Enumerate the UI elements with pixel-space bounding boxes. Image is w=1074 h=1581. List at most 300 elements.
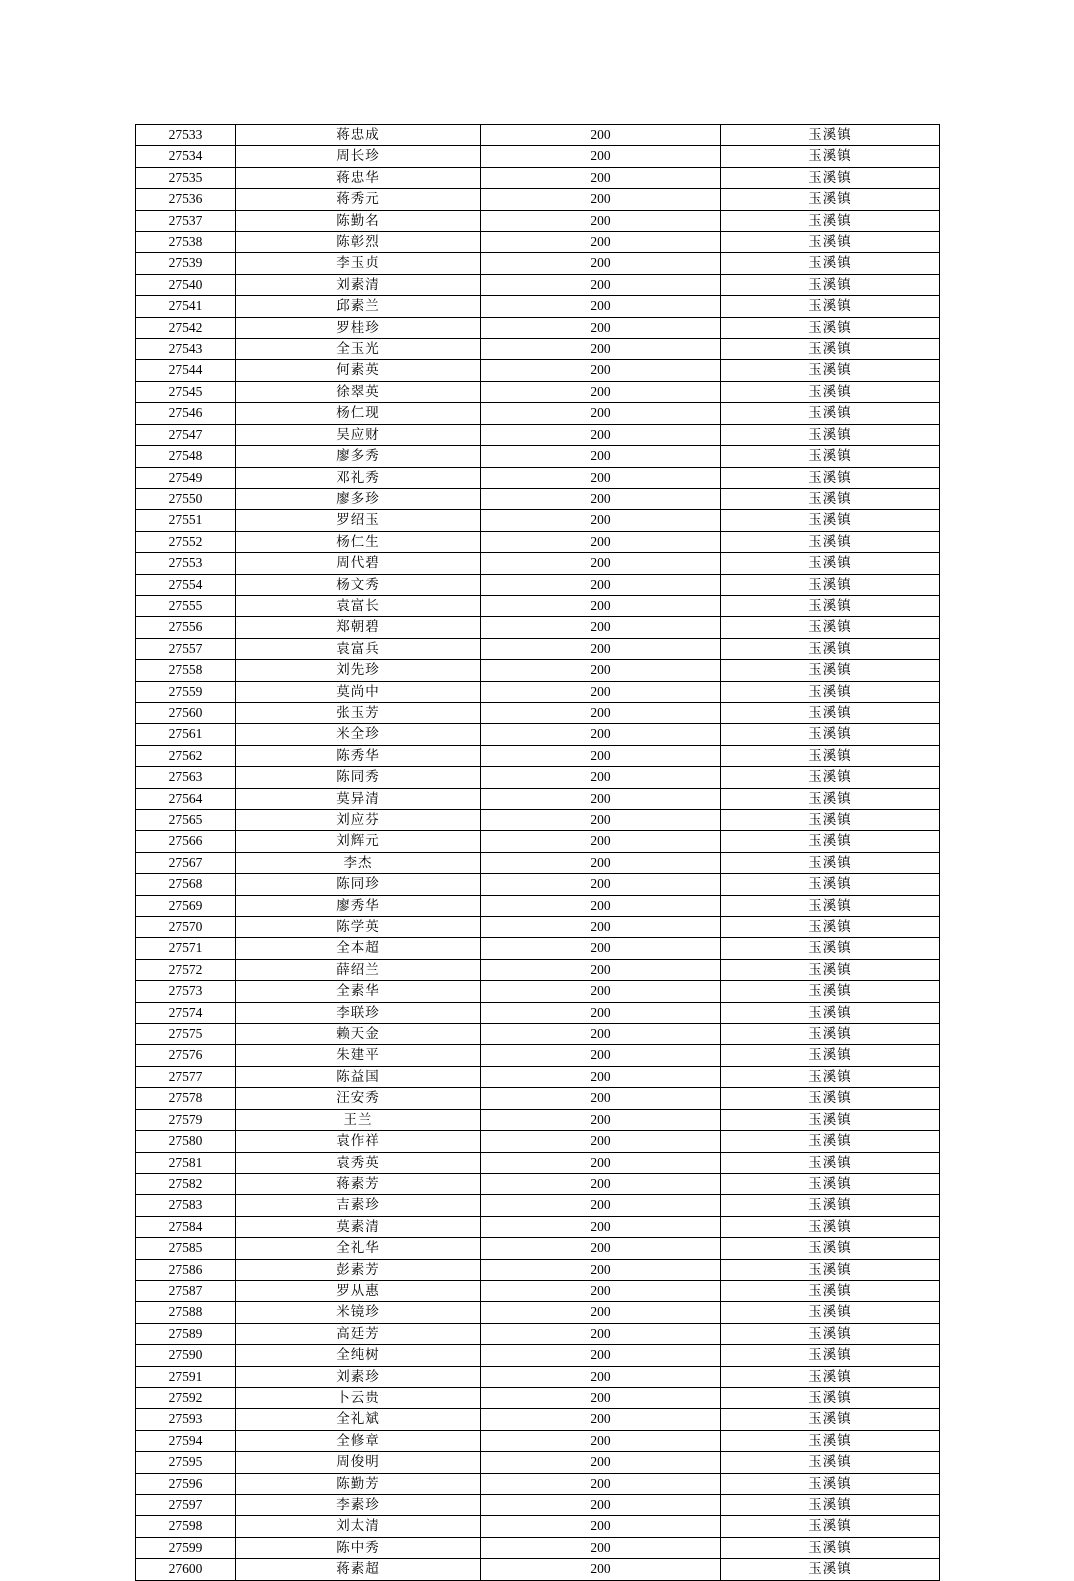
row-name-cell: 陈同珍 (236, 874, 481, 895)
row-name-cell: 杨仁现 (236, 403, 481, 424)
row-id-cell: 27557 (136, 638, 236, 659)
table-row (136, 1024, 940, 1045)
row-id-cell: 27547 (136, 424, 236, 445)
row-town-cell: 玉溪镇 (721, 146, 940, 167)
row-amount-cell: 200 (481, 1259, 721, 1280)
row-id-cell: 27565 (136, 810, 236, 831)
row-town-cell: 玉溪镇 (721, 125, 940, 146)
row-amount-cell: 200 (481, 1280, 721, 1301)
row-town-cell: 玉溪镇 (721, 1238, 940, 1259)
table-row (136, 1430, 940, 1451)
row-town-cell: 玉溪镇 (721, 446, 940, 467)
row-name-cell: 罗从惠 (236, 1280, 481, 1301)
row-name-cell: 郑朝碧 (236, 617, 481, 638)
row-id-cell: 27535 (136, 167, 236, 188)
row-id-cell: 27566 (136, 831, 236, 852)
row-town-cell: 玉溪镇 (721, 274, 940, 295)
row-town-cell: 玉溪镇 (721, 317, 940, 338)
table-row (136, 467, 940, 488)
table-row (136, 788, 940, 809)
row-town-cell: 玉溪镇 (721, 1430, 940, 1451)
row-id-cell: 27564 (136, 788, 236, 809)
table-row (136, 1259, 940, 1280)
row-amount-cell: 200 (481, 146, 721, 167)
row-id-cell: 27538 (136, 232, 236, 253)
row-name-cell: 全修章 (236, 1430, 481, 1451)
row-name-cell: 全纯树 (236, 1345, 481, 1366)
row-id-cell: 27588 (136, 1302, 236, 1323)
row-name-cell: 王兰 (236, 1109, 481, 1130)
row-name-cell: 罗绍玉 (236, 510, 481, 531)
row-name-cell: 张玉芳 (236, 702, 481, 723)
row-id-cell: 27543 (136, 339, 236, 360)
row-amount-cell: 200 (481, 1323, 721, 1344)
row-id-cell: 27534 (136, 146, 236, 167)
row-name-cell: 李玉贞 (236, 253, 481, 274)
row-town-cell: 玉溪镇 (721, 488, 940, 509)
row-amount-cell: 200 (481, 253, 721, 274)
roster-table (135, 124, 940, 1581)
row-name-cell: 杨文秀 (236, 574, 481, 595)
row-name-cell: 李联珍 (236, 1002, 481, 1023)
row-town-cell: 玉溪镇 (721, 167, 940, 188)
row-id-cell: 27596 (136, 1473, 236, 1494)
row-amount-cell: 200 (481, 745, 721, 766)
table-row (136, 1345, 940, 1366)
table-row (136, 1152, 940, 1173)
row-town-cell: 玉溪镇 (721, 1152, 940, 1173)
table-row (136, 1302, 940, 1323)
row-town-cell: 玉溪镇 (721, 617, 940, 638)
row-town-cell: 玉溪镇 (721, 917, 940, 938)
row-amount-cell: 200 (481, 488, 721, 509)
row-id-cell: 27569 (136, 895, 236, 916)
row-town-cell: 玉溪镇 (721, 767, 940, 788)
row-name-cell: 高廷芳 (236, 1323, 481, 1344)
table-row (136, 724, 940, 745)
table-row (136, 1195, 940, 1216)
row-name-cell: 刘应芬 (236, 810, 481, 831)
row-town-cell: 玉溪镇 (721, 1495, 940, 1516)
table-row (136, 895, 940, 916)
row-amount-cell: 200 (481, 1559, 721, 1580)
row-name-cell: 徐翠英 (236, 381, 481, 402)
table-row (136, 831, 940, 852)
row-name-cell: 全本超 (236, 938, 481, 959)
row-town-cell: 玉溪镇 (721, 1002, 940, 1023)
row-id-cell: 27576 (136, 1045, 236, 1066)
row-name-cell: 全玉光 (236, 339, 481, 360)
row-id-cell: 27582 (136, 1173, 236, 1194)
row-name-cell: 何素英 (236, 360, 481, 381)
table-row (136, 1409, 940, 1430)
row-amount-cell: 200 (481, 1173, 721, 1194)
table-row (136, 1366, 940, 1387)
table-row (136, 531, 940, 552)
row-town-cell: 玉溪镇 (721, 232, 940, 253)
row-name-cell: 刘素清 (236, 274, 481, 295)
row-amount-cell: 200 (481, 1131, 721, 1152)
row-amount-cell: 200 (481, 553, 721, 574)
row-amount-cell: 200 (481, 617, 721, 638)
row-amount-cell: 200 (481, 232, 721, 253)
row-name-cell: 李素珍 (236, 1495, 481, 1516)
row-town-cell: 玉溪镇 (721, 595, 940, 616)
row-id-cell: 27574 (136, 1002, 236, 1023)
table-row (136, 1516, 940, 1537)
table-row (136, 189, 940, 210)
row-amount-cell: 200 (481, 403, 721, 424)
row-name-cell: 蒋秀元 (236, 189, 481, 210)
table-row (136, 938, 940, 959)
row-id-cell: 27585 (136, 1238, 236, 1259)
row-name-cell: 莫异清 (236, 788, 481, 809)
row-name-cell: 陈彰烈 (236, 232, 481, 253)
row-name-cell: 刘辉元 (236, 831, 481, 852)
row-id-cell: 27595 (136, 1452, 236, 1473)
table-row (136, 1280, 940, 1301)
row-id-cell: 27548 (136, 446, 236, 467)
row-id-cell: 27544 (136, 360, 236, 381)
row-name-cell: 廖多珍 (236, 488, 481, 509)
row-town-cell: 玉溪镇 (721, 1259, 940, 1280)
table-row (136, 852, 940, 873)
row-id-cell: 27597 (136, 1495, 236, 1516)
row-name-cell: 陈益国 (236, 1066, 481, 1087)
row-town-cell: 玉溪镇 (721, 831, 940, 852)
row-id-cell: 27578 (136, 1088, 236, 1109)
row-name-cell: 周长珍 (236, 146, 481, 167)
row-town-cell: 玉溪镇 (721, 1537, 940, 1558)
table-row (136, 339, 940, 360)
table-row (136, 1238, 940, 1259)
row-id-cell: 27587 (136, 1280, 236, 1301)
table-row (136, 446, 940, 467)
table-row (136, 317, 940, 338)
row-town-cell: 玉溪镇 (721, 189, 940, 210)
row-name-cell: 杨仁生 (236, 531, 481, 552)
row-town-cell: 玉溪镇 (721, 1302, 940, 1323)
row-id-cell: 27573 (136, 981, 236, 1002)
row-id-cell: 27598 (136, 1516, 236, 1537)
row-town-cell: 玉溪镇 (721, 1024, 940, 1045)
table-row (136, 210, 940, 231)
row-id-cell: 27575 (136, 1024, 236, 1045)
row-name-cell: 周代碧 (236, 553, 481, 574)
row-id-cell: 27556 (136, 617, 236, 638)
row-name-cell: 廖多秀 (236, 446, 481, 467)
row-amount-cell: 200 (481, 467, 721, 488)
row-id-cell: 27562 (136, 745, 236, 766)
row-amount-cell: 200 (481, 874, 721, 895)
row-id-cell: 27594 (136, 1430, 236, 1451)
table-row (136, 1216, 940, 1237)
table-row (136, 1473, 940, 1494)
row-name-cell: 卜云贵 (236, 1387, 481, 1408)
row-name-cell: 朱建平 (236, 1045, 481, 1066)
row-amount-cell: 200 (481, 1473, 721, 1494)
row-name-cell: 罗桂珍 (236, 317, 481, 338)
table-row (136, 232, 940, 253)
row-town-cell: 玉溪镇 (721, 424, 940, 445)
row-town-cell: 玉溪镇 (721, 1366, 940, 1387)
row-name-cell: 袁秀英 (236, 1152, 481, 1173)
row-town-cell: 玉溪镇 (721, 1409, 940, 1430)
row-town-cell: 玉溪镇 (721, 403, 940, 424)
row-id-cell: 27571 (136, 938, 236, 959)
row-amount-cell: 200 (481, 510, 721, 531)
row-town-cell: 玉溪镇 (721, 531, 940, 552)
table-row (136, 810, 940, 831)
row-amount-cell: 200 (481, 595, 721, 616)
row-name-cell: 薛绍兰 (236, 959, 481, 980)
row-name-cell: 全素华 (236, 981, 481, 1002)
row-town-cell: 玉溪镇 (721, 1088, 940, 1109)
row-town-cell: 玉溪镇 (721, 553, 940, 574)
table-row (136, 510, 940, 531)
row-name-cell: 陈勤名 (236, 210, 481, 231)
row-town-cell: 玉溪镇 (721, 1109, 940, 1130)
row-name-cell: 刘太清 (236, 1516, 481, 1537)
row-amount-cell: 200 (481, 917, 721, 938)
row-name-cell: 邱素兰 (236, 296, 481, 317)
row-town-cell: 玉溪镇 (721, 467, 940, 488)
row-name-cell: 袁富兵 (236, 638, 481, 659)
row-name-cell: 邓礼秀 (236, 467, 481, 488)
table-row (136, 1045, 940, 1066)
row-town-cell: 玉溪镇 (721, 253, 940, 274)
row-name-cell: 陈勤芳 (236, 1473, 481, 1494)
row-amount-cell: 200 (481, 1495, 721, 1516)
row-name-cell: 周俊明 (236, 1452, 481, 1473)
row-id-cell: 27558 (136, 660, 236, 681)
table-row (136, 767, 940, 788)
row-name-cell: 全礼斌 (236, 1409, 481, 1430)
row-id-cell: 27568 (136, 874, 236, 895)
row-id-cell: 27540 (136, 274, 236, 295)
row-name-cell: 莫尚中 (236, 681, 481, 702)
row-name-cell: 全礼华 (236, 1238, 481, 1259)
row-amount-cell: 200 (481, 831, 721, 852)
row-id-cell: 27545 (136, 381, 236, 402)
table-row (136, 1323, 940, 1344)
row-name-cell: 蒋素芳 (236, 1173, 481, 1194)
row-name-cell: 袁富长 (236, 595, 481, 616)
row-name-cell: 吴应财 (236, 424, 481, 445)
table-row (136, 595, 940, 616)
row-name-cell: 汪安秀 (236, 1088, 481, 1109)
table-row (136, 1109, 940, 1130)
row-amount-cell: 200 (481, 531, 721, 552)
row-amount-cell: 200 (481, 360, 721, 381)
row-id-cell: 27589 (136, 1323, 236, 1344)
row-amount-cell: 200 (481, 1088, 721, 1109)
row-id-cell: 27567 (136, 852, 236, 873)
row-id-cell: 27591 (136, 1366, 236, 1387)
table-row (136, 125, 940, 146)
row-id-cell: 27592 (136, 1387, 236, 1408)
row-amount-cell: 200 (481, 574, 721, 595)
row-id-cell: 27586 (136, 1259, 236, 1280)
row-amount-cell: 200 (481, 810, 721, 831)
table-row (136, 874, 940, 895)
row-town-cell: 玉溪镇 (721, 1280, 940, 1301)
row-amount-cell: 200 (481, 317, 721, 338)
row-amount-cell: 200 (481, 1537, 721, 1558)
row-amount-cell: 200 (481, 1302, 721, 1323)
table-row (136, 274, 940, 295)
row-id-cell: 27572 (136, 959, 236, 980)
table-row (136, 424, 940, 445)
row-town-cell: 玉溪镇 (721, 296, 940, 317)
row-id-cell: 27581 (136, 1152, 236, 1173)
table-row (136, 959, 940, 980)
row-id-cell: 27539 (136, 253, 236, 274)
row-town-cell: 玉溪镇 (721, 1345, 940, 1366)
table-row (136, 617, 940, 638)
table-row (136, 1131, 940, 1152)
row-name-cell: 彭素芳 (236, 1259, 481, 1280)
row-name-cell: 米镜珍 (236, 1302, 481, 1323)
row-amount-cell: 200 (481, 424, 721, 445)
row-amount-cell: 200 (481, 895, 721, 916)
row-amount-cell: 200 (481, 788, 721, 809)
row-id-cell: 27593 (136, 1409, 236, 1430)
row-town-cell: 玉溪镇 (721, 1195, 940, 1216)
row-amount-cell: 200 (481, 446, 721, 467)
row-town-cell: 玉溪镇 (721, 895, 940, 916)
row-amount-cell: 200 (481, 959, 721, 980)
table-row (136, 381, 940, 402)
row-name-cell: 李杰 (236, 852, 481, 873)
row-amount-cell: 200 (481, 1195, 721, 1216)
row-amount-cell: 200 (481, 210, 721, 231)
row-town-cell: 玉溪镇 (721, 1516, 940, 1537)
table-row (136, 660, 940, 681)
row-town-cell: 玉溪镇 (721, 681, 940, 702)
table-row (136, 1002, 940, 1023)
row-town-cell: 玉溪镇 (721, 1045, 940, 1066)
row-town-cell: 玉溪镇 (721, 810, 940, 831)
row-town-cell: 玉溪镇 (721, 874, 940, 895)
row-id-cell: 27542 (136, 317, 236, 338)
row-name-cell: 陈秀华 (236, 745, 481, 766)
row-amount-cell: 200 (481, 1516, 721, 1537)
row-town-cell: 玉溪镇 (721, 381, 940, 402)
row-amount-cell: 200 (481, 981, 721, 1002)
row-id-cell: 27552 (136, 531, 236, 552)
table-row (136, 1088, 940, 1109)
row-amount-cell: 200 (481, 1024, 721, 1045)
row-amount-cell: 200 (481, 274, 721, 295)
table-row (136, 1559, 940, 1580)
row-id-cell: 27599 (136, 1537, 236, 1558)
row-amount-cell: 200 (481, 1066, 721, 1087)
row-town-cell: 玉溪镇 (721, 724, 940, 745)
row-amount-cell: 200 (481, 1045, 721, 1066)
table-row (136, 917, 940, 938)
row-amount-cell: 200 (481, 1109, 721, 1130)
row-name-cell: 莫素清 (236, 1216, 481, 1237)
row-town-cell: 玉溪镇 (721, 1559, 940, 1580)
row-town-cell: 玉溪镇 (721, 210, 940, 231)
row-town-cell: 玉溪镇 (721, 360, 940, 381)
row-town-cell: 玉溪镇 (721, 660, 940, 681)
row-town-cell: 玉溪镇 (721, 702, 940, 723)
row-town-cell: 玉溪镇 (721, 1452, 940, 1473)
row-amount-cell: 200 (481, 1452, 721, 1473)
row-id-cell: 27577 (136, 1066, 236, 1087)
row-id-cell: 27600 (136, 1559, 236, 1580)
row-town-cell: 玉溪镇 (721, 510, 940, 531)
row-name-cell: 袁作祥 (236, 1131, 481, 1152)
row-amount-cell: 200 (481, 1345, 721, 1366)
row-id-cell: 27537 (136, 210, 236, 231)
table-row (136, 1495, 940, 1516)
row-name-cell: 赖天金 (236, 1024, 481, 1045)
row-amount-cell: 200 (481, 1409, 721, 1430)
row-id-cell: 27579 (136, 1109, 236, 1130)
row-amount-cell: 200 (481, 660, 721, 681)
row-amount-cell: 200 (481, 702, 721, 723)
row-id-cell: 27554 (136, 574, 236, 595)
row-amount-cell: 200 (481, 852, 721, 873)
row-amount-cell: 200 (481, 125, 721, 146)
row-name-cell: 陈学英 (236, 917, 481, 938)
row-id-cell: 27570 (136, 917, 236, 938)
row-name-cell: 陈同秀 (236, 767, 481, 788)
row-town-cell: 玉溪镇 (721, 1473, 940, 1494)
row-amount-cell: 200 (481, 767, 721, 788)
row-amount-cell: 200 (481, 1430, 721, 1451)
row-town-cell: 玉溪镇 (721, 1131, 940, 1152)
table-row (136, 403, 940, 424)
row-town-cell: 玉溪镇 (721, 959, 940, 980)
row-id-cell: 27541 (136, 296, 236, 317)
row-amount-cell: 200 (481, 1002, 721, 1023)
row-id-cell: 27584 (136, 1216, 236, 1237)
row-amount-cell: 200 (481, 189, 721, 210)
row-id-cell: 27590 (136, 1345, 236, 1366)
row-amount-cell: 200 (481, 296, 721, 317)
row-id-cell: 27559 (136, 681, 236, 702)
row-id-cell: 27560 (136, 702, 236, 723)
row-id-cell: 27536 (136, 189, 236, 210)
row-amount-cell: 200 (481, 724, 721, 745)
row-id-cell: 27580 (136, 1131, 236, 1152)
row-id-cell: 27563 (136, 767, 236, 788)
row-name-cell: 米全珍 (236, 724, 481, 745)
row-amount-cell: 200 (481, 1366, 721, 1387)
row-id-cell: 27561 (136, 724, 236, 745)
row-town-cell: 玉溪镇 (721, 852, 940, 873)
row-name-cell: 廖秀华 (236, 895, 481, 916)
table-row (136, 1066, 940, 1087)
table-row (136, 253, 940, 274)
row-amount-cell: 200 (481, 1238, 721, 1259)
row-amount-cell: 200 (481, 1152, 721, 1173)
row-amount-cell: 200 (481, 681, 721, 702)
row-amount-cell: 200 (481, 339, 721, 360)
table-row (136, 167, 940, 188)
row-name-cell: 刘先珍 (236, 660, 481, 681)
table-row (136, 360, 940, 381)
row-id-cell: 27553 (136, 553, 236, 574)
row-id-cell: 27550 (136, 488, 236, 509)
table-row (136, 702, 940, 723)
table-row (136, 1537, 940, 1558)
table-row (136, 574, 940, 595)
